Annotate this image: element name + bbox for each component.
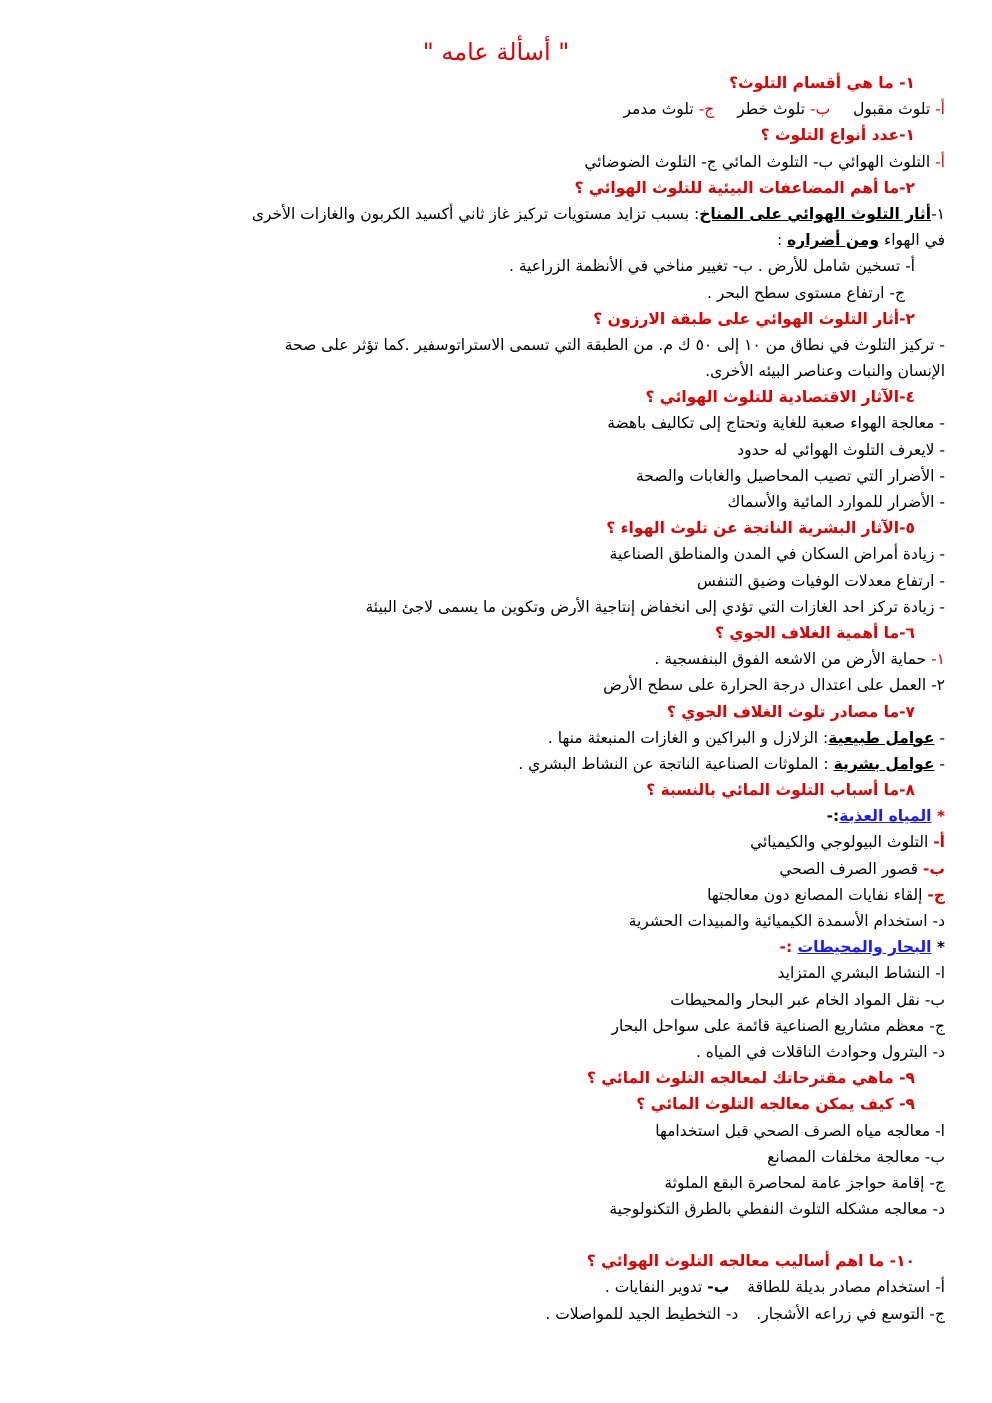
list-item: ٢- العمل على اعتدال درجة الحرارة على سطح الأرض [603,676,945,695]
item-dash: - [934,728,945,747]
list-item: ج- معظم مشاريع الصناعية قائمة على سواحل البحار [611,1016,945,1035]
list-item: - زيادة أمراض السكان في المدن والمناطق الصناعية [609,545,945,564]
subsection-heading [155,934,945,960]
item-letter: د- [932,912,945,930]
list-item [155,725,945,751]
list-item: ا- معالجه مياه الصرف الصحي قبل استخدامها [655,1121,945,1140]
list-item: - زيادة تركز احد الغازات التي تؤدي إلى انخفاض إنتاجية الأرض وتكوين ما يسمى لاجئ البيئة [365,597,945,616]
list-item [155,751,945,777]
list-item: ب- نقل المواد الخام عبر البحار والمحيطات [670,990,945,1009]
question-heading: ٢-ما أهم المضاعفات البيئية للتلوث الهوائي ؟ [574,178,915,197]
subsection-label: البحار والمحيطات [797,938,932,957]
item-letter: ج- [927,885,945,904]
list-item: د- معالجه مشكله التلوث النفطي بالطرق التكنولوجية [609,1200,945,1219]
list-item: ج- إقامة حواجز عامة لمحاصرة البقع الملوثة [664,1173,945,1192]
list-item: - الأضرار للموارد المائية والأسماك [727,493,945,511]
option-text: د- التخطيط الجيد للمواصلات . [545,1304,739,1323]
paragraph-line: الإنسان والنبات وعناصر البيئه الأخرى. [705,362,945,381]
item-text: : الزلازل و البراكين و الغازات المنبعثة منها . [547,728,829,747]
spacer [155,1222,945,1248]
list-item [155,908,945,934]
item-text: حماية الأرض من الاشعه الفوق البنفسجية . [654,650,932,669]
paragraph-text: في الهواء [879,231,945,250]
list-item: ج- ارتفاع مستوى سطح البحر . [707,283,905,302]
subheading: عوامل بشرية [833,754,935,773]
question-heading: ٦-ما أهمية الغلاف الجوي ؟ [715,623,915,642]
option-text: تلوث مدمر [623,100,699,119]
option-letter: أ- [935,100,945,119]
asterisk: * [931,938,945,957]
paragraph-text: : [776,231,788,250]
list-item: ب- معالجة مخلفات المصانع [767,1147,945,1166]
paragraph-line: - تركيز التلوث في نطاق من ١٠ إلى ٥٠ ك م. من الطبقة التي تسمى الاستراتوسفير .كما تؤثر على صحة [284,335,945,354]
subsection-heading [155,803,945,829]
subheading: ومن أضراره [787,231,880,250]
subsection-suffix: :- [826,807,840,826]
question-heading: ٤-الآثار الاقتصادية للتلوث الهوائي ؟ [645,388,915,407]
item-text: قصور الصرف الصحي [779,859,923,878]
list-item [155,829,945,855]
list-item [155,882,945,908]
answer-line [155,1274,945,1300]
answer-line [155,149,945,175]
list-item: - ارتفاع معدلات الوفيات وضيق التنفس [696,571,945,590]
subsection-suffix: :- [779,938,798,957]
item-dash: - [934,754,945,773]
option-text: التلوث الهوائي ب- التلوث المائي ج- التلوث الضوضائي [584,152,936,171]
question-heading: ٩- كيف يمكن معالجه التلوث المائي ؟ [636,1095,915,1114]
list-item [155,856,945,882]
option-letter: ب- [809,100,831,119]
item-letter: ب- [922,859,945,878]
option-text: ج- التوسع في زراعه الأشجار. [756,1304,945,1323]
option-text: تدوير النفايات . [604,1278,708,1297]
option-text: أ- استخدام مصادر بديلة للطاقة [747,1278,945,1297]
list-item: - الأضرار التي تصيب المحاصيل والغابات والصحة [636,466,945,485]
list-item: أ- تسخين شامل للأرض . ب- تغيير مناخي في الأنظمة الزراعية . [509,257,915,276]
item-text: استخدام الأسمدة الكيميائية والمبيدات الحشرية [628,912,933,930]
item-text: إلقاء نفايات المصانع دون معالجتها [707,885,928,904]
option-text: تلوث خطر [732,100,810,119]
paragraph-text: : بسبب تزايد مستويات تركيز غاز ثاني أكسيد الكربون والغازات الأخرى [251,204,700,223]
option-text: تلوث مقبول [848,100,936,119]
item-letter: أ- [933,833,945,852]
question-heading: ٧-ما مصادر تلوث الغلاف الجوي ؟ [666,702,915,721]
list-item: ا- النشاط البشري المتزايد [777,964,945,983]
option-letter: ج- [698,100,715,119]
question-heading: ١- ما هي أقسام التلوث؟ [729,74,915,92]
page-title: " أسألة عامه " [422,38,570,66]
question-heading: ٩- ماهي مقترحاتك لمعالجه التلوث المائي ؟ [586,1069,915,1088]
question-heading: ٥-الآثار البشرية الناتجة عن تلوث الهواء ؟ [606,519,915,538]
list-item: - معالجة الهواء صعبة للغاية وتحتاج إلى تكاليف باهضة [607,414,945,433]
question-heading: ٢-أثار التلوث الهوائي على طبقة الارزون ؟ [593,309,915,328]
item-text: التلوث البيولوجي والكيميائي [750,833,934,852]
subheading: عوامل طبيعية [828,728,935,747]
item-number: ١- [931,650,945,669]
answer-line [155,1301,945,1327]
list-item: - لايعرف التلوث الهوائي له حدود [737,440,945,459]
question-heading: ١٠- ما اهم أساليب معالجه التلوث الهوائي ؟ [586,1252,915,1271]
list-item [155,646,945,672]
item-number: ١- [931,204,945,223]
item-text: : الملوثات الصناعية الناتجة عن النشاط البشري . [518,754,834,773]
paragraph-line [155,227,945,253]
asterisk: * [931,807,945,826]
question-heading: ٨-ما أسباب التلوث المائي بالنسبة ؟ [646,781,915,800]
subheading: أثار التلوث الهوائي على المناخ [699,204,932,223]
document-body [155,70,945,1327]
question-heading: ١-عدد أنواع التلوث ؟ [760,126,915,145]
answer-line [155,96,945,122]
option-letter: أ- [935,152,945,171]
option-letter: ب- [707,1278,730,1297]
list-item: د- البترول وحوادث الناقلات في المياه . [695,1042,945,1061]
paragraph-line [155,201,945,227]
subsection-label: المياه العذبة [839,807,932,826]
